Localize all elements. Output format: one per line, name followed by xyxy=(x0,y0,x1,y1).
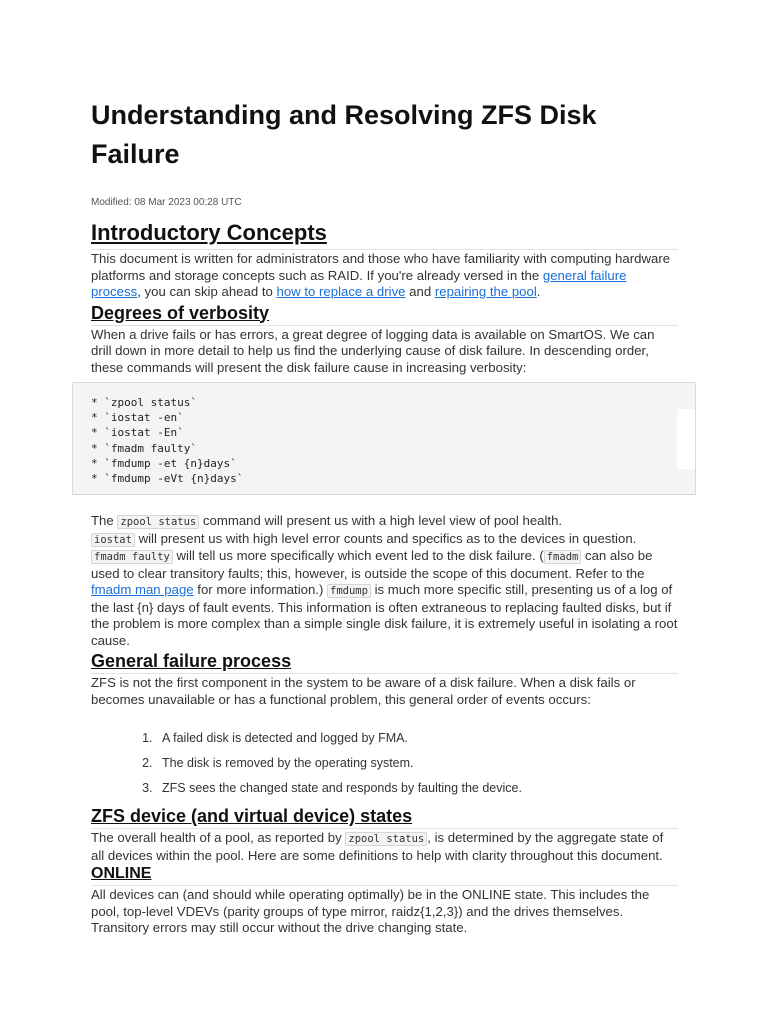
list-item: 1. A failed disk is detected and logged by FMA. xyxy=(156,730,678,746)
intro-text-3: and xyxy=(405,284,435,299)
list-item: 2. The disk is removed by the operating system. xyxy=(156,755,678,771)
heading-degrees-of-verbosity: Degrees of verbosity xyxy=(91,302,270,323)
link-fmadm-man-page[interactable]: fmadm man page xyxy=(91,582,194,597)
states-paragraph xyxy=(91,830,678,864)
intro-text-2: , you can skip ahead to xyxy=(137,284,277,299)
divider xyxy=(91,673,678,674)
code-block-text: * `zpool status` * `iostat -en` * `iostat -En` * `fmadm faulty` * `fmdump -et {n}days` * `fmdump -eVt {n}days` xyxy=(91,396,244,486)
inline-code-iostat: iostat xyxy=(91,533,135,547)
details-paragraph xyxy=(91,513,678,649)
list-item: 3. ZFS sees the changed state and responds by faulting the device. xyxy=(156,780,678,796)
heading-introductory-concepts: Introductory Concepts xyxy=(91,220,327,245)
document-page xyxy=(91,96,678,937)
details-text: for more information.) xyxy=(193,582,328,597)
inline-code-zpool-status: zpool status xyxy=(345,832,427,846)
code-block-scroll-area[interactable] xyxy=(677,409,695,469)
modified-date: Modified: 08 Mar 2023 00:28 UTC xyxy=(91,197,242,208)
intro-paragraph xyxy=(91,251,678,301)
heading-zfs-device-states: ZFS device (and virtual device) states xyxy=(91,806,413,826)
details-text: will tell us more specifically which event led to the disk failure. ( xyxy=(172,548,544,563)
intro-text-4: . xyxy=(536,284,541,299)
failure-steps-list xyxy=(91,730,678,796)
heading-online: ONLINE xyxy=(91,865,152,882)
divider xyxy=(91,885,678,886)
link-repairing-the-pool[interactable]: repairing the pool xyxy=(434,284,537,299)
divider xyxy=(91,828,678,829)
online-paragraph: All devices can (and should while operating optimally) be in the ONLINE state. This includes the pool, top-level VDEVs (parity groups of type mirror, raidz{1,2,3}) and the drives themselves. Transitory errors may still occur without the drive changing state. xyxy=(91,887,650,935)
divider xyxy=(91,325,678,326)
code-block xyxy=(72,382,696,495)
inline-code-fmadm: fmadm xyxy=(544,550,582,564)
inline-code-zpool-status: zpool status xyxy=(117,515,199,529)
heading-general-failure-process: General failure process xyxy=(91,651,292,671)
failure-paragraph: ZFS is not the first component in the system to be aware of a disk failure. When a disk fails or becomes unavailable or has a functional problem, this general order of events occurs: xyxy=(91,675,636,707)
states-text: The overall health of a pool, as reported by xyxy=(91,830,346,845)
intro-text-1: This document is written for administrators and those who have familiarity with computing hardware platforms and storage concepts such as RAID. If you're already versed in the xyxy=(91,251,671,283)
details-text: is much more specific still, presenting us of a log of the last {n} days of fault events. This information is often extraneous to replacing faulted disks, but if the problem is more complex than a simple single disk failure, it is extremely useful in isolating a root cause. xyxy=(91,582,678,648)
details-text: will present us with high level error counts and specifics as to the devices in question. xyxy=(134,530,637,546)
link-general-failure-process[interactable]: general failure process xyxy=(91,267,627,299)
details-text: The xyxy=(91,513,118,528)
divider xyxy=(91,249,678,250)
details-text: can also be used to clear transitory faults; this, however, is outside the scope of this document. Refer to the xyxy=(91,548,653,581)
inline-code-fmadm-faulty: fmadm faulty xyxy=(91,550,173,564)
details-text: command will present us with a high level view of pool health. xyxy=(199,513,563,528)
link-how-to-replace-a-drive[interactable]: how to replace a drive xyxy=(276,284,406,299)
page-title: Understanding and Resolving ZFS Disk Failure xyxy=(91,100,597,169)
inline-code-fmdump: fmdump xyxy=(327,584,371,598)
states-text: , is determined by the aggregate state of all devices within the pool. Here are some definitions to help with clarity throughout this document. xyxy=(91,830,664,863)
verbosity-paragraph: When a drive fails or has errors, a great degree of logging data is available on SmartOS. We can drill down in more detail to help us find the underlying cause of disk failure. In descending order, these commands will present the disk failure cause in increasing verbosity: xyxy=(91,326,655,375)
